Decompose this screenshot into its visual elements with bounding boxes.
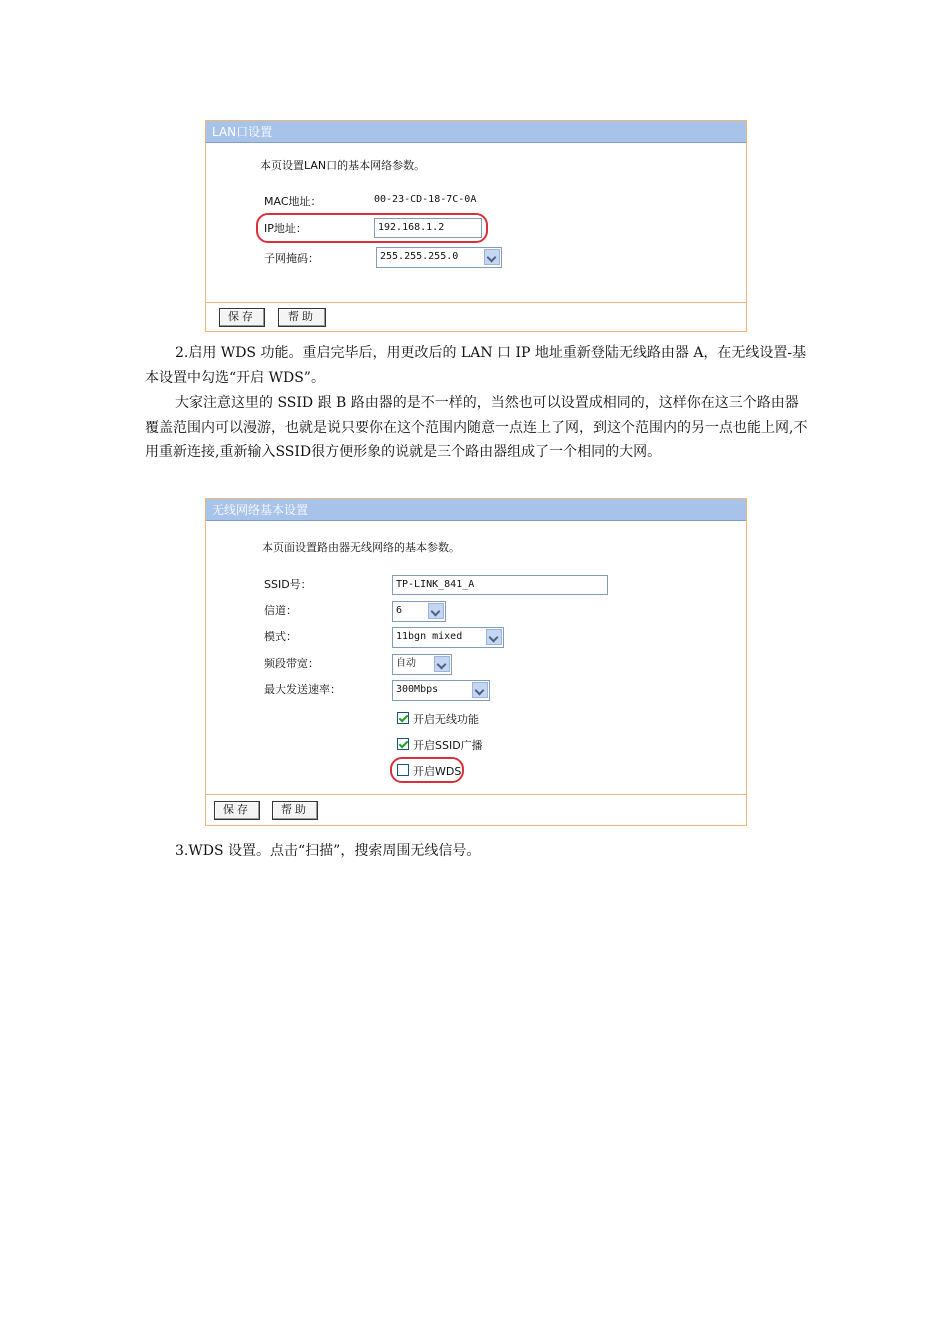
bandwidth-select[interactable] (392, 654, 452, 675)
paragraph-step-2 (145, 341, 810, 390)
channel-select[interactable] (392, 601, 446, 622)
save-button[interactable]: 保存 (214, 801, 260, 820)
lan-panel-description: 本页设置LAN口的基本网络参数。 (260, 159, 426, 172)
help-button[interactable]: 帮助 (272, 801, 318, 820)
channel-value: 6 (396, 605, 403, 616)
wireless-basic-settings-panel (205, 498, 747, 826)
mac-label: MAC地址： (264, 195, 322, 208)
ssid-input[interactable]: TP-LINK_841_A (392, 575, 608, 595)
ssid-label: SSID号： (264, 578, 312, 591)
enable-wds-label: 开启WDS (413, 765, 462, 778)
max-rate-value: 300Mbps (396, 684, 439, 695)
bandwidth-label: 频段带宽： (264, 657, 319, 670)
wireless-panel-footer (206, 794, 746, 825)
max-rate-label: 最大发送速率： (264, 683, 341, 696)
lan-panel-footer (206, 302, 746, 331)
enable-wds-checkbox[interactable] (397, 764, 409, 776)
ip-label: IP地址： (264, 222, 307, 235)
lan-settings-panel (205, 120, 747, 332)
enable-wireless-checkbox[interactable] (397, 712, 409, 724)
mode-value: 11bgn mixed (396, 631, 463, 642)
ip-address-input[interactable]: 192.168.1.2 (374, 218, 482, 238)
mode-label: 模式： (264, 630, 297, 643)
chevron-down-icon (484, 249, 500, 265)
ssid-broadcast-label: 开启SSID广播 (413, 739, 483, 752)
lan-panel-title: LAN口设置 (206, 121, 746, 143)
chevron-down-icon (428, 603, 444, 619)
paragraph-ssid-note-text: 大家注意这里的 SSID 跟 B 路由器的是不一样的，当然也可以设置成相同的，这样你在这三个路由器覆盖范围内可以漫游，也就是说只要你在这个范围内随意一点连上了网，到这个范围内的另一点也能上网,不用重新连接,重新输入SSID很方便形象的说就是三个路由器组成了一个相同的大网。 (145, 395, 808, 460)
enable-wireless-label: 开启无线功能 (413, 713, 479, 726)
channel-label: 信道： (264, 604, 297, 617)
paragraph-step-3 (145, 839, 810, 864)
chevron-down-icon (434, 656, 450, 672)
mask-label: 子网掩码： (264, 252, 319, 265)
save-button[interactable]: 保存 (219, 308, 265, 327)
chevron-down-icon (472, 682, 488, 698)
wireless-panel-description: 本页面设置路由器无线网络的基本参数。 (262, 541, 460, 554)
mac-value: 00-23-CD-18-7C-0A (374, 194, 477, 205)
chevron-down-icon (486, 629, 502, 645)
paragraph-step-3-text: 3.WDS 设置。点击“扫描”，搜索周围无线信号。 (175, 843, 481, 859)
ssid-broadcast-checkbox[interactable] (397, 738, 409, 750)
paragraph-step-2-text: 2.启用 WDS 功能。重启完毕后，用更改后的 LAN 口 IP 地址重新登陆无线路由器 A，在无线设置-基本设置中勾选“开启 WDS”。 (145, 345, 807, 386)
subnet-mask-select[interactable] (376, 247, 502, 268)
help-button[interactable]: 帮助 (278, 308, 326, 327)
bandwidth-value: 自动 (396, 658, 416, 669)
subnet-mask-value: 255.255.255.0 (380, 251, 459, 262)
wireless-panel-title: 无线网络基本设置 (206, 499, 746, 521)
mode-select[interactable] (392, 627, 504, 648)
paragraph-ssid-note (145, 391, 810, 465)
max-rate-select[interactable] (392, 680, 490, 701)
